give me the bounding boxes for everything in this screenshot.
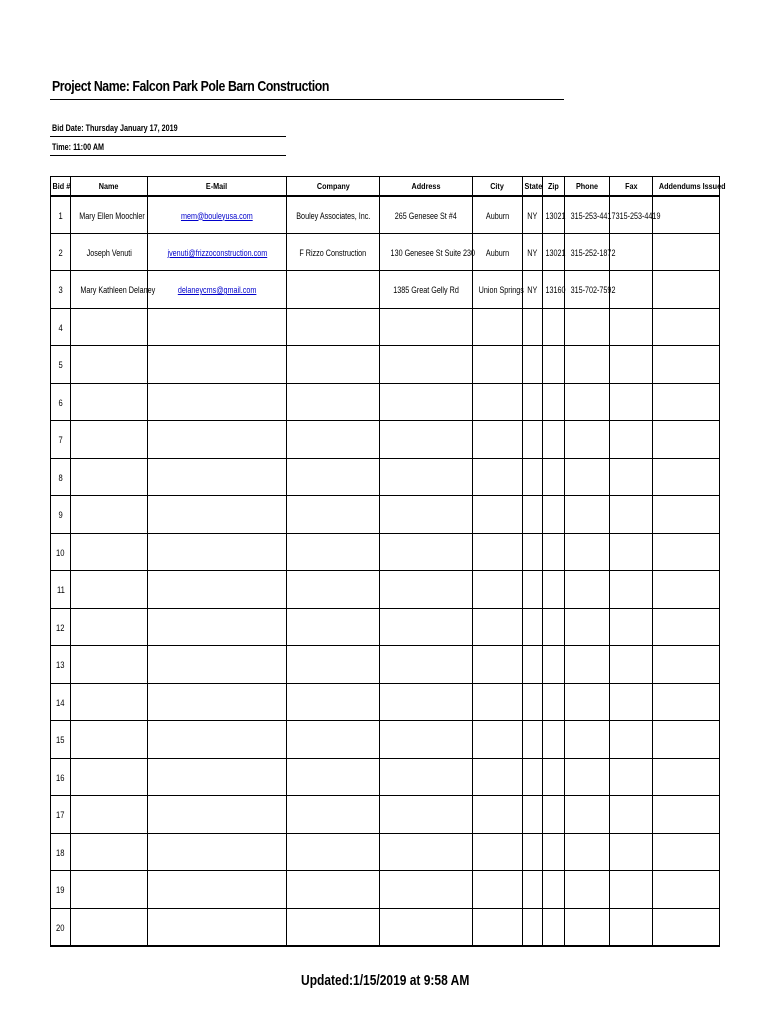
header-phone: Phone: [565, 177, 610, 196]
zip-cell: [543, 796, 565, 834]
name-cell: [71, 346, 148, 384]
phone-cell: [565, 683, 610, 721]
fax-cell: [610, 758, 653, 796]
bid-number-cell: 7: [51, 421, 71, 459]
company-cell: [287, 496, 380, 534]
name-cell: [71, 833, 148, 871]
email-cell: [148, 308, 287, 346]
state-cell: [523, 646, 543, 684]
state-cell: [523, 421, 543, 459]
state-cell: [523, 458, 543, 496]
table-row: [51, 346, 720, 384]
updated-timestamp: Updated:1/15/2019 at 9:58 AM: [300, 972, 470, 989]
bid-number-cell: 10: [51, 533, 71, 571]
table-row: [51, 233, 720, 271]
state-cell: [523, 346, 543, 384]
bid-date-rule: [50, 136, 286, 137]
table-row: [51, 683, 720, 721]
title-rule: [50, 99, 564, 100]
fax-cell: [610, 608, 653, 646]
email-cell: [148, 533, 287, 571]
bid-number-cell: 17: [51, 796, 71, 834]
zip-cell: [543, 308, 565, 346]
name-cell: [71, 871, 148, 909]
fax-cell: [610, 571, 653, 609]
company-cell: Bouley Associates, Inc.: [287, 196, 380, 234]
city-cell: Auburn: [473, 196, 523, 234]
city-cell: [473, 796, 523, 834]
phone-cell: [565, 533, 610, 571]
state-cell: [523, 721, 543, 759]
email-cell: [148, 796, 287, 834]
email-cell: [148, 908, 287, 946]
table-row: [51, 871, 720, 909]
zip-cell: [543, 383, 565, 421]
phone-cell: [565, 758, 610, 796]
addendums-cell: [653, 308, 720, 346]
email-cell: [148, 233, 287, 271]
address-cell: [380, 608, 473, 646]
address-cell: [380, 758, 473, 796]
fax-cell: [610, 908, 653, 946]
fax-cell: [610, 458, 653, 496]
email-cell: [148, 571, 287, 609]
fax-cell: [610, 683, 653, 721]
addendums-cell: [653, 196, 720, 234]
addendums-cell: [653, 383, 720, 421]
address-cell: [380, 533, 473, 571]
zip-cell: [543, 496, 565, 534]
email-cell: [148, 833, 287, 871]
table-row: [51, 833, 720, 871]
company-cell: [287, 421, 380, 459]
company-cell: [287, 271, 380, 309]
city-cell: [473, 421, 523, 459]
company-cell: F Rizzo Construction: [287, 233, 380, 271]
fax-cell: [610, 496, 653, 534]
city-cell: [473, 308, 523, 346]
city-cell: [473, 458, 523, 496]
company-cell: [287, 308, 380, 346]
email-cell: [148, 271, 287, 309]
addendums-cell: [653, 421, 720, 459]
bid-number-cell: 13: [51, 646, 71, 684]
company-cell: [287, 871, 380, 909]
addendums-cell: [653, 871, 720, 909]
address-cell: [380, 308, 473, 346]
table-row: [51, 308, 720, 346]
table-row: [51, 571, 720, 609]
table-row: [51, 796, 720, 834]
company-cell: [287, 758, 380, 796]
fax-cell: [610, 383, 653, 421]
zip-cell: [543, 758, 565, 796]
zip-cell: [543, 571, 565, 609]
state-cell: NY: [523, 196, 543, 234]
addendums-cell: [653, 721, 720, 759]
address-cell: [380, 721, 473, 759]
bid-number-cell: 14: [51, 683, 71, 721]
state-cell: [523, 533, 543, 571]
address-cell: [380, 683, 473, 721]
email-cell: [148, 683, 287, 721]
city-cell: [473, 758, 523, 796]
city-cell: [473, 646, 523, 684]
name-cell: Mary Kathleen Delaney: [71, 271, 148, 309]
address-cell: 1385 Great Gelly Rd: [380, 271, 473, 309]
email-link[interactable]: jvenuti@frizzoconstruction.com: [167, 247, 267, 258]
address-cell: [380, 833, 473, 871]
state-cell: [523, 908, 543, 946]
address-cell: [380, 571, 473, 609]
zip-cell: 13021: [543, 196, 565, 234]
zip-cell: [543, 683, 565, 721]
name-cell: [71, 496, 148, 534]
phone-cell: [565, 383, 610, 421]
header-address: Address: [380, 177, 473, 196]
state-cell: [523, 608, 543, 646]
email-cell: [148, 421, 287, 459]
fax-cell: [610, 346, 653, 384]
state-cell: [523, 571, 543, 609]
city-cell: Auburn: [473, 233, 523, 271]
bid-time: Time: 11:00 AM: [52, 142, 105, 152]
addendums-cell: [653, 796, 720, 834]
email-cell: [148, 646, 287, 684]
address-cell: [380, 383, 473, 421]
table-row: [51, 721, 720, 759]
email-link[interactable]: delaneycms@gmail.com: [177, 285, 257, 296]
company-cell: [287, 721, 380, 759]
name-cell: [71, 908, 148, 946]
table-row: [51, 458, 720, 496]
city-cell: [473, 683, 523, 721]
table-row: [51, 758, 720, 796]
header-state: State: [523, 177, 543, 196]
name-cell: [71, 796, 148, 834]
company-cell: [287, 533, 380, 571]
bid-date: Bid Date: Thursday January 17, 2019: [52, 123, 178, 133]
name-cell: [71, 721, 148, 759]
state-cell: [523, 308, 543, 346]
header-name: Name: [71, 177, 148, 196]
zip-cell: [543, 346, 565, 384]
company-cell: [287, 908, 380, 946]
addendums-cell: [653, 683, 720, 721]
addendums-cell: [653, 833, 720, 871]
fax-cell: [610, 796, 653, 834]
bid-number-cell: 3: [51, 271, 71, 309]
bid-number-cell: 8: [51, 458, 71, 496]
bid-number-cell: 18: [51, 833, 71, 871]
address-cell: [380, 496, 473, 534]
state-cell: [523, 758, 543, 796]
zip-cell: [543, 833, 565, 871]
table-row: [51, 271, 720, 309]
zip-cell: 13160: [543, 271, 565, 309]
phone-cell: 315-702-7592: [565, 271, 610, 309]
addendums-cell: [653, 496, 720, 534]
company-cell: [287, 646, 380, 684]
phone-cell: [565, 308, 610, 346]
addendums-cell: [653, 233, 720, 271]
bid-number-cell: 12: [51, 608, 71, 646]
bid-number-cell: 1: [51, 196, 71, 234]
fax-cell: [610, 533, 653, 571]
address-cell: [380, 421, 473, 459]
fax-cell: [610, 421, 653, 459]
phone-cell: [565, 721, 610, 759]
zip-cell: [543, 646, 565, 684]
fax-cell: [610, 308, 653, 346]
table-row: [51, 421, 720, 459]
table-row: [51, 646, 720, 684]
city-cell: [473, 721, 523, 759]
phone-cell: [565, 496, 610, 534]
city-cell: [473, 533, 523, 571]
fax-cell: [610, 233, 653, 271]
header-city: City: [473, 177, 523, 196]
addendums-cell: [653, 646, 720, 684]
city-cell: [473, 346, 523, 384]
header-bid-number: Bid #: [51, 177, 71, 196]
bid-number-cell: 11: [51, 571, 71, 609]
email-cell: [148, 758, 287, 796]
table-row: [51, 383, 720, 421]
city-cell: [473, 833, 523, 871]
address-cell: [380, 871, 473, 909]
phone-cell: [565, 346, 610, 384]
phone-cell: [565, 608, 610, 646]
state-cell: [523, 496, 543, 534]
bid-number-cell: 20: [51, 908, 71, 946]
addendums-cell: [653, 346, 720, 384]
name-cell: [71, 571, 148, 609]
fax-cell: [610, 721, 653, 759]
phone-cell: [565, 833, 610, 871]
bid-number-cell: 15: [51, 721, 71, 759]
bid-number-cell: 4: [51, 308, 71, 346]
table-row: [51, 496, 720, 534]
name-cell: [71, 308, 148, 346]
address-cell: 265 Genesee St #4: [380, 196, 473, 234]
zip-cell: [543, 721, 565, 759]
addendums-cell: [653, 271, 720, 309]
name-cell: [71, 646, 148, 684]
bidders-table: [50, 176, 726, 947]
name-cell: [71, 758, 148, 796]
addendums-cell: [653, 571, 720, 609]
addendums-cell: [653, 908, 720, 946]
table-header-row: [51, 177, 720, 196]
email-cell: [148, 383, 287, 421]
phone-cell: [565, 796, 610, 834]
addendums-cell: [653, 458, 720, 496]
city-cell: Union Springs: [473, 271, 523, 309]
email-cell: [148, 346, 287, 384]
phone-cell: [565, 871, 610, 909]
state-cell: [523, 796, 543, 834]
bid-number-cell: 19: [51, 871, 71, 909]
phone-cell: [565, 571, 610, 609]
fax-cell: 315-253-4419: [610, 196, 653, 234]
name-cell: [71, 608, 148, 646]
company-cell: [287, 458, 380, 496]
zip-cell: [543, 908, 565, 946]
phone-cell: [565, 908, 610, 946]
name-cell: [71, 383, 148, 421]
email-cell: [148, 608, 287, 646]
header-addendums: Addendums Issued: [653, 177, 720, 196]
company-cell: [287, 383, 380, 421]
name-cell: [71, 683, 148, 721]
company-cell: [287, 683, 380, 721]
company-cell: [287, 608, 380, 646]
city-cell: [473, 383, 523, 421]
name-cell: [71, 533, 148, 571]
zip-cell: [543, 421, 565, 459]
zip-cell: [543, 871, 565, 909]
addendums-cell: [653, 758, 720, 796]
phone-cell: [565, 421, 610, 459]
fax-cell: [610, 871, 653, 909]
header-email: E-Mail: [148, 177, 287, 196]
bid-number-cell: 9: [51, 496, 71, 534]
state-cell: [523, 683, 543, 721]
project-title: Project Name: Falcon Park Pole Barn Construction: [52, 78, 329, 95]
phone-cell: [565, 646, 610, 684]
address-cell: [380, 796, 473, 834]
zip-cell: [543, 533, 565, 571]
company-cell: [287, 346, 380, 384]
company-cell: [287, 796, 380, 834]
email-cell: [148, 496, 287, 534]
state-cell: NY: [523, 271, 543, 309]
email-cell: [148, 196, 287, 234]
email-cell: [148, 721, 287, 759]
zip-cell: [543, 608, 565, 646]
addendums-cell: [653, 533, 720, 571]
city-cell: [473, 871, 523, 909]
address-cell: [380, 346, 473, 384]
company-cell: [287, 571, 380, 609]
email-cell: [148, 458, 287, 496]
fax-cell: [610, 646, 653, 684]
bid-number-cell: 16: [51, 758, 71, 796]
email-cell: [148, 871, 287, 909]
fax-cell: [610, 833, 653, 871]
city-cell: [473, 908, 523, 946]
bid-number-cell: 5: [51, 346, 71, 384]
email-link[interactable]: mem@bouleyusa.com: [181, 210, 253, 221]
header-zip: Zip: [543, 177, 565, 196]
city-cell: [473, 571, 523, 609]
addendums-cell: [653, 608, 720, 646]
name-cell: Joseph Venuti: [71, 233, 148, 271]
phone-cell: 315-252-1872: [565, 233, 610, 271]
table-row: [51, 196, 720, 234]
state-cell: [523, 833, 543, 871]
state-cell: [523, 383, 543, 421]
address-cell: [380, 458, 473, 496]
name-cell: [71, 421, 148, 459]
bid-time-rule: [50, 155, 286, 156]
zip-cell: [543, 458, 565, 496]
bid-number-cell: 2: [51, 233, 71, 271]
fax-cell: [610, 271, 653, 309]
bid-number-cell: 6: [51, 383, 71, 421]
zip-cell: 13021: [543, 233, 565, 271]
header-company: Company: [287, 177, 380, 196]
table-row: [51, 908, 720, 946]
table-row: [51, 533, 720, 571]
name-cell: Mary Ellen Moochler: [71, 196, 148, 234]
name-cell: [71, 458, 148, 496]
phone-cell: 315-253-4417: [565, 196, 610, 234]
table-row: [51, 608, 720, 646]
address-cell: [380, 908, 473, 946]
phone-cell: [565, 458, 610, 496]
company-cell: [287, 833, 380, 871]
city-cell: [473, 608, 523, 646]
header-fax: Fax: [610, 177, 653, 196]
city-cell: [473, 496, 523, 534]
state-cell: [523, 871, 543, 909]
address-cell: [380, 646, 473, 684]
address-cell: 130 Genesee St Suite 230: [380, 233, 473, 271]
state-cell: NY: [523, 233, 543, 271]
